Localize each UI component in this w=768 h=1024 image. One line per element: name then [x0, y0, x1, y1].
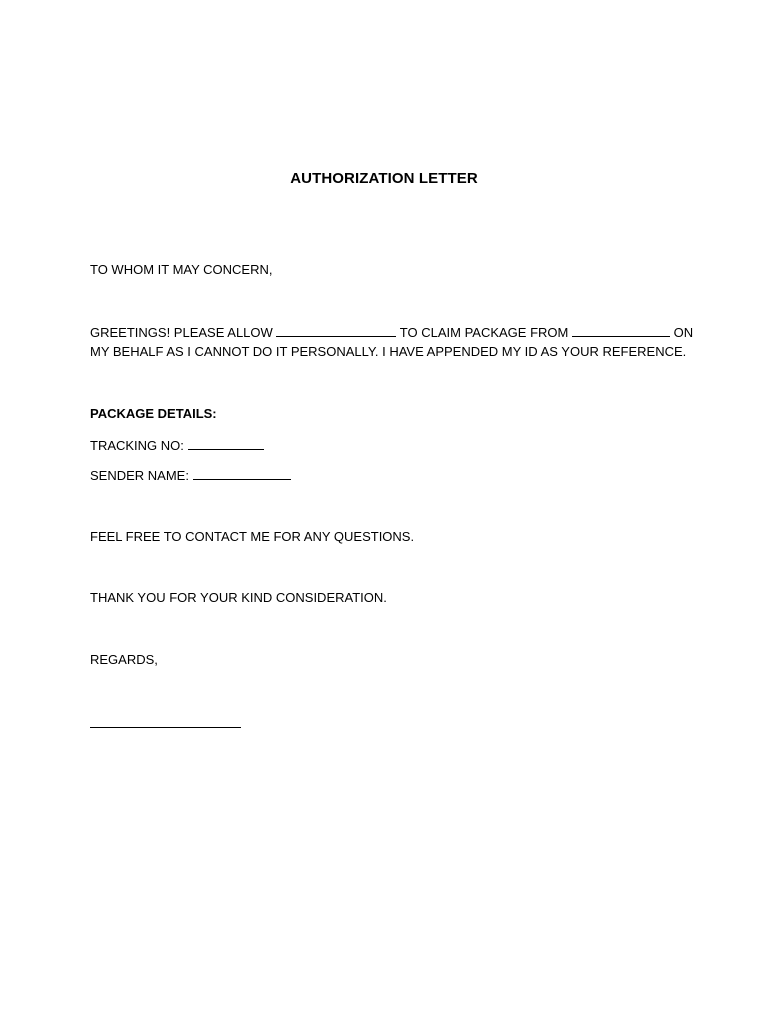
signature-line — [90, 727, 241, 728]
body-line-1 — [90, 324, 693, 340]
letter-title: AUTHORIZATION LETTER — [290, 170, 478, 187]
tracking-number-row — [90, 437, 264, 453]
authorized-person-blank — [276, 324, 396, 337]
sender-name-blank — [193, 467, 291, 480]
tracking-number-label: TRACKING NO: — [90, 438, 184, 453]
thanks-line: THANK YOU FOR YOUR KIND CONSIDERATION. — [90, 590, 387, 605]
body-line-1-part-2: TO CLAIM PACKAGE FROM — [399, 325, 569, 340]
closing: REGARDS, — [90, 652, 158, 667]
body-line-2: MY BEHALF AS I CANNOT DO IT PERSONALLY. I HAVE APPENDED MY ID AS YOUR REFERENCE. — [90, 344, 687, 359]
body-line-1-part-1: GREETINGS! PLEASE ALLOW — [90, 325, 273, 340]
package-details-heading: PACKAGE DETAILS: — [90, 406, 217, 421]
body-line-1-part-3: ON — [673, 325, 694, 340]
sender-name-row — [90, 467, 291, 483]
contact-line: FEEL FREE TO CONTACT ME FOR ANY QUESTIONS. — [90, 529, 415, 544]
sender-name-label: SENDER NAME: — [90, 468, 189, 483]
salutation: TO WHOM IT MAY CONCERN, — [90, 262, 273, 277]
claim-from-blank — [572, 324, 670, 337]
tracking-number-blank — [188, 437, 264, 450]
